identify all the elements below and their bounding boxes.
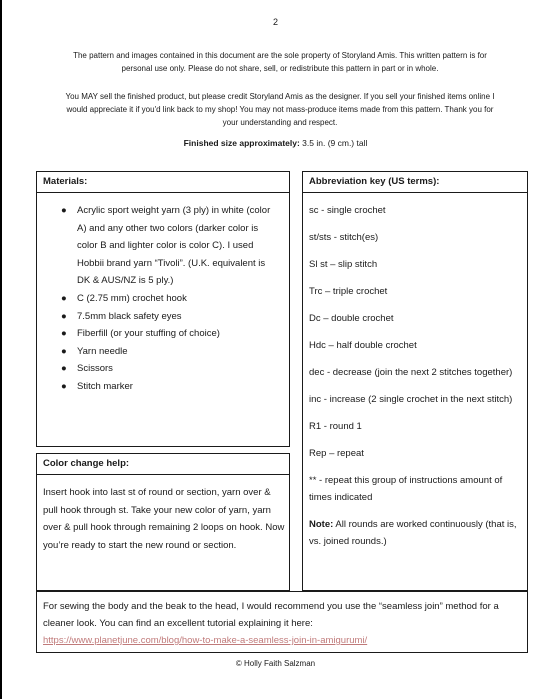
page-number: 2 — [272, 17, 278, 27]
abbreviation-item: dec - decrease (join the next 2 stitches together) — [309, 367, 513, 378]
abbreviation-item: Dc – double crochet — [309, 313, 394, 324]
page-left-border — [0, 0, 2, 699]
selling-notice: You MAY sell the finished product, but please credit Storyland Amis as the designer. If you sell your finished items online I would appreciate it if you'd link back to my shop! You may not mass-produce items made from this pattern. Thank you for your understanding and respect. — [65, 92, 495, 127]
abbreviation-item: Trc – triple crochet — [309, 286, 388, 297]
finished-size — [0, 138, 551, 148]
bullet-icon: ● — [61, 380, 67, 392]
finished-size-label: Finished size approximately: — [183, 138, 300, 148]
abbreviation-heading: Abbreviation key (US terms): — [303, 172, 527, 193]
abbreviation-list — [309, 202, 519, 560]
list-item: ● Fiberfill (or your stuffing of choice) — [37, 325, 289, 343]
color-change-box — [36, 453, 290, 591]
list-item: ● Yarn needle — [37, 343, 289, 361]
list-item: ● Scissors — [37, 360, 289, 378]
footer-copyright: © Holly Faith Salzman — [235, 659, 316, 668]
materials-list — [37, 202, 289, 396]
materials-box — [36, 171, 290, 447]
color-change-heading: Color change help: — [37, 454, 289, 475]
list-item: ● Acrylic sport weight yarn (3 ply) in white (color A) and any other two colors (darker color is color B and lighter color is color C). I used Hobbii brand yarn “Tivoli”. (U.K. equivalent is DK & AUS/NZ is 5 ply.) — [37, 202, 289, 290]
abbreviation-item: inc - increase (2 single crochet in the next stitch) — [309, 394, 513, 405]
copyright-notice: The pattern and images contained in this document are the sole property of Storyland Amis. This written pattern is for personal use only. Please do not share, sell, or redistribute this pattern in part or in whole. — [73, 51, 487, 73]
bullet-icon: ● — [61, 345, 67, 357]
bullet-icon: ● — [61, 205, 67, 216]
bullet-icon: ● — [61, 310, 67, 322]
bullet-icon: ● — [61, 328, 67, 340]
materials-heading: Materials: — [37, 172, 289, 193]
sewing-instructions: For sewing the body and the beak to the head, I would recommend you use the “seamless join” method for a cleaner look. You can find an excellent tutorial explaining it here: — [43, 601, 499, 629]
bullet-icon: ● — [61, 292, 67, 304]
finished-size-value: 3.5 in. (9 cm.) tall — [299, 138, 368, 148]
tutorial-link[interactable]: https://www.planetjune.com/blog/how-to-make-a-seamless-join-in-amigurumi/ — [43, 635, 368, 646]
abbreviation-note — [309, 516, 519, 550]
abbreviation-item: Rep – repeat — [309, 448, 364, 459]
abbreviation-item: sc - single crochet — [309, 205, 386, 216]
sewing-box — [36, 591, 528, 653]
abbreviation-item: st/sts - stitch(es) — [309, 232, 379, 243]
note-label: Note: — [309, 519, 334, 530]
abbreviation-item: Sl st – slip stitch — [309, 259, 378, 270]
abbreviation-item: ** - repeat this group of instructions amount of times indicated — [309, 475, 503, 503]
list-item: ● C (2.75 mm) crochet hook — [37, 290, 289, 308]
list-item: ● 7.5mm black safety eyes — [37, 308, 289, 326]
color-change-text: Insert hook into last st of round or section, yarn over & pull hook through st. Take your new color of yarn, yarn over & pull hook through remaining 2 loops on hook. Now you’re ready to start the new round or section. — [43, 487, 285, 551]
note-text: All rounds are worked continuously (that is, vs. joined rounds.) — [309, 519, 517, 547]
abbreviation-box — [302, 171, 528, 591]
bullet-icon: ● — [61, 363, 67, 375]
abbreviation-item: Hdc – half double crochet — [309, 340, 417, 351]
list-item: ● Stitch marker — [37, 378, 289, 396]
abbreviation-item: R1 - round 1 — [309, 421, 362, 432]
sewing-text — [43, 598, 521, 649]
